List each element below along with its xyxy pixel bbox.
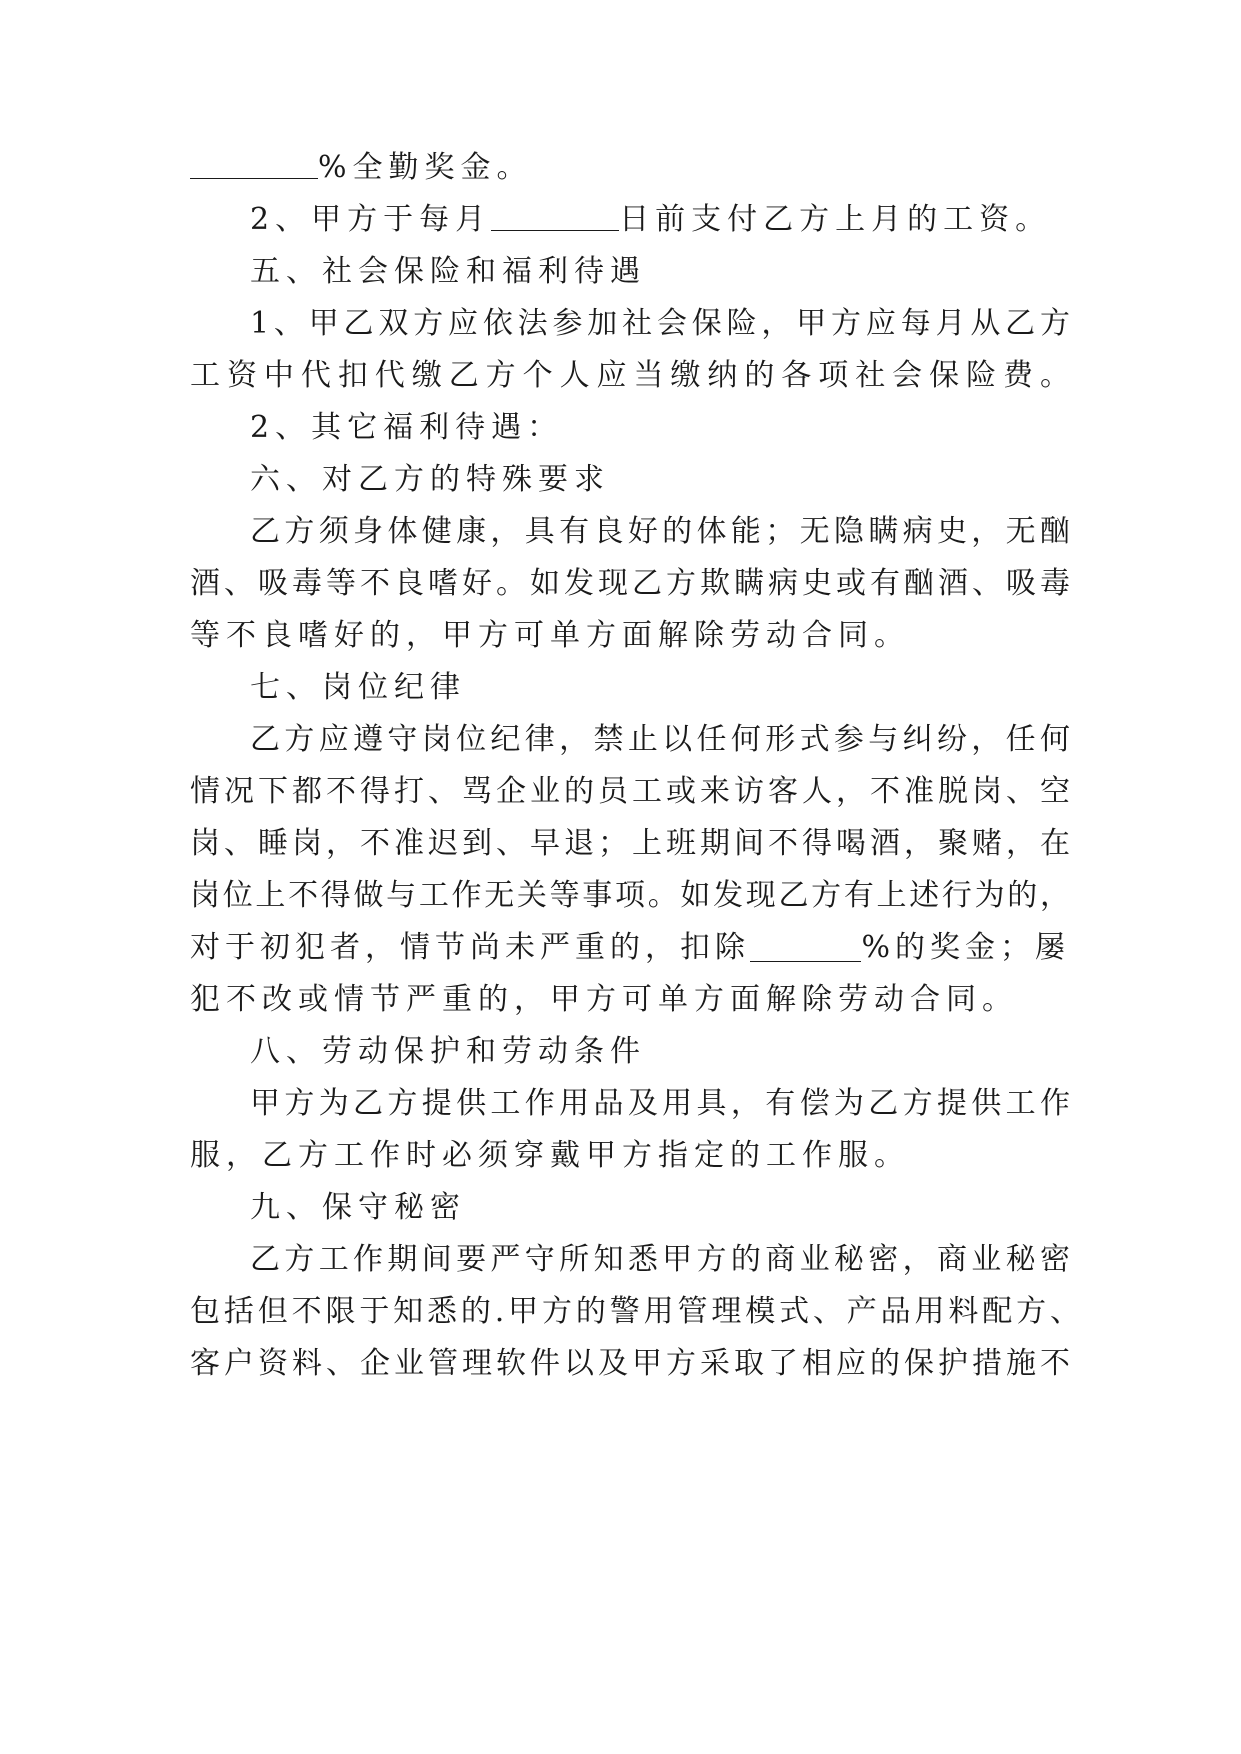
section-heading: 六、对乙方的特殊要求 bbox=[250, 462, 610, 497]
text-line bbox=[190, 928, 1070, 968]
line-text: %的奖金；屡 bbox=[861, 930, 1070, 965]
paragraph-line: 甲方为乙方提供工作用品及用具，有偿为乙方提供工作 bbox=[250, 1086, 1070, 1121]
fill-in-blank bbox=[491, 202, 619, 231]
line-text: 对于初犯者，情节尚未严重的，扣除 bbox=[190, 930, 750, 965]
paragraph-line: 乙方须身体健康，具有良好的体能；无隐瞒病史，无酗 bbox=[250, 514, 1070, 549]
paragraph-line: 犯不改或情节严重的，甲方可单方面解除劳动合同。 bbox=[190, 982, 1018, 1017]
section-heading: 七、岗位纪律 bbox=[250, 670, 466, 705]
paragraph-line: 乙方工作期间要严守所知悉甲方的商业秘密，商业秘密 bbox=[250, 1242, 1070, 1277]
text-line bbox=[190, 148, 1070, 188]
paragraph-line: 2、其它福利待遇： bbox=[250, 410, 564, 445]
paragraph-line: 服，乙方工作时必须穿戴甲方指定的工作服。 bbox=[190, 1138, 910, 1173]
paragraph-line: 情况下都不得打、骂企业的员工或来访客人，不准脱岗、空 bbox=[190, 774, 1070, 809]
paragraph-line: 岗位上不得做与工作无关等事项。如发现乙方有上述行为的， bbox=[190, 878, 1070, 913]
paragraph-line: 岗、睡岗，不准迟到、早退；上班期间不得喝酒，聚赌，在 bbox=[190, 826, 1070, 861]
paragraph-line: 1、甲乙双方应依法参加社会保险，甲方应每月从乙方 bbox=[250, 306, 1070, 341]
section-heading: 八、劳动保护和劳动条件 bbox=[250, 1034, 646, 1069]
section-heading: 五、社会保险和福利待遇 bbox=[250, 254, 646, 289]
fill-in-blank bbox=[190, 150, 318, 179]
line-text: 日前支付乙方上月的工资。 bbox=[619, 202, 1052, 237]
paragraph-line: 包括但不限于知悉的.甲方的警用管理模式、产品用料配方、 bbox=[190, 1294, 1080, 1329]
fill-in-blank bbox=[750, 933, 861, 962]
paragraph-line: 客户资料、企业管理软件以及甲方采取了相应的保护措施不 bbox=[190, 1346, 1070, 1381]
paragraph-line: 等不良嗜好的，甲方可单方面解除劳动合同。 bbox=[190, 618, 910, 653]
text-line bbox=[250, 200, 1070, 240]
line-text: %全勤奖金。 bbox=[318, 150, 533, 185]
line-text: 2、甲方于每月 bbox=[250, 202, 492, 237]
paragraph-line: 酒、吸毒等不良嗜好。如发现乙方欺瞒病史或有酗酒、吸毒 bbox=[190, 566, 1070, 601]
paragraph-line: 工资中代扣代缴乙方个人应当缴纳的各项社会保险费。 bbox=[190, 358, 1070, 393]
section-heading: 九、保守秘密 bbox=[250, 1190, 466, 1225]
paragraph-line: 乙方应遵守岗位纪律，禁止以任何形式参与纠纷，任何 bbox=[250, 722, 1070, 757]
